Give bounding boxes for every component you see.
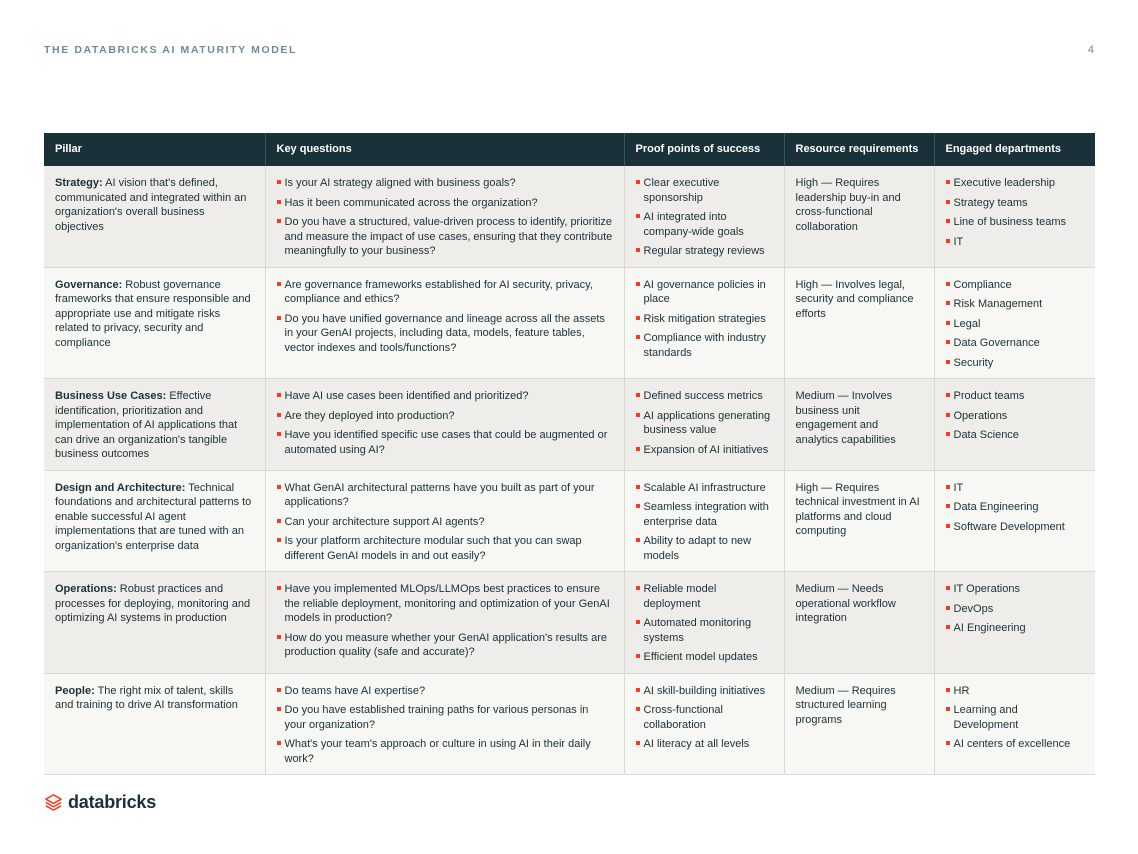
square-bullet-icon — [277, 586, 281, 590]
resource-requirements-cell: High — Involves legal, security and compliance efforts — [784, 267, 934, 379]
list-item — [277, 582, 613, 626]
department: IT — [953, 235, 964, 248]
list-item — [946, 520, 1085, 535]
list-item — [946, 356, 1085, 371]
list-item — [277, 428, 613, 457]
proof-point: AI integrated into company-wide goals — [643, 211, 744, 238]
pillar-title: Governance: — [55, 278, 123, 291]
list-item — [636, 684, 773, 699]
square-bullet-icon — [946, 282, 950, 286]
pillar-title: Design and Architecture: — [55, 481, 186, 494]
proof-point: Ability to adapt to new models — [643, 535, 752, 562]
list-item — [946, 235, 1085, 250]
resource-requirements-cell: Medium — Needs operational workflow integration — [784, 572, 934, 674]
proof-point: Efficient model updates — [643, 651, 758, 663]
engaged-departments-cell-list — [946, 278, 1085, 371]
table-row — [44, 470, 1095, 572]
proof-points-cell-list — [636, 684, 773, 752]
square-bullet-icon — [946, 688, 950, 692]
table-row — [44, 166, 1095, 267]
pillar-title: Operations: — [55, 583, 117, 595]
list-item — [636, 331, 773, 360]
square-bullet-icon — [946, 524, 950, 528]
list-item — [636, 210, 773, 239]
square-bullet-icon — [636, 214, 640, 218]
square-bullet-icon — [946, 180, 950, 184]
key-question: Is your AI strategy aligned with business goals? — [284, 177, 516, 189]
list-item — [636, 409, 773, 438]
proof-points-cell — [624, 470, 784, 572]
pillar-description: Robust governance frameworks that ensure responsible and appropriate use and mitigate risks related to privacy, security and compliance — [55, 278, 251, 349]
square-bullet-icon — [636, 707, 640, 711]
square-bullet-icon — [277, 413, 281, 417]
list-item — [636, 534, 773, 563]
resource-requirements-cell: Medium — Requires structured learning programs — [784, 673, 934, 775]
square-bullet-icon — [636, 504, 640, 508]
list-item — [277, 409, 613, 424]
page-number: 4 — [1087, 44, 1094, 56]
key-question: How do you measure whether your GenAI application's results are production quality (safe and accurate)? — [284, 631, 607, 658]
square-bullet-icon — [277, 282, 281, 286]
proof-points-cell-list — [636, 481, 773, 564]
department: Strategy teams — [953, 196, 1028, 209]
department: HR — [953, 684, 970, 697]
list-item — [277, 631, 613, 660]
list-item — [277, 684, 613, 699]
key-questions-cell-list — [277, 481, 613, 564]
key-question: Have you implemented MLOps/LLMOps best practices to ensure the reliable deployment, monitoring and optimization of your GenAI models in production? — [284, 583, 610, 624]
resource-requirements-cell: High — Requires technical investment in AI platforms and cloud computing — [784, 470, 934, 572]
square-bullet-icon — [277, 180, 281, 184]
square-bullet-icon — [946, 200, 950, 204]
list-item — [946, 297, 1085, 312]
pillar-description: Robust practices and processes for deploying, monitoring and optimizing AI systems in production — [55, 583, 251, 624]
list-item — [277, 534, 613, 563]
column-header-engaged-departments: Engaged departments — [934, 133, 1095, 166]
square-bullet-icon — [946, 741, 950, 745]
list-item — [946, 389, 1085, 404]
square-bullet-icon — [277, 485, 281, 489]
square-bullet-icon — [636, 413, 640, 417]
department: Software Development — [953, 520, 1065, 533]
key-questions-cell — [265, 572, 624, 674]
proof-point: Scalable AI infrastructure — [643, 481, 766, 494]
table-row — [44, 673, 1095, 775]
pillar-cell — [44, 166, 265, 267]
proof-point: AI governance policies in place — [643, 278, 766, 305]
key-question: What GenAI architectural patterns have you built as part of your applications? — [284, 481, 595, 508]
square-bullet-icon — [636, 485, 640, 489]
list-item — [946, 317, 1085, 332]
maturity-model-table — [44, 133, 1095, 775]
square-bullet-icon — [277, 519, 281, 523]
department: Product teams — [953, 390, 1025, 402]
square-bullet-icon — [277, 707, 281, 711]
list-item — [277, 515, 613, 530]
square-bullet-icon — [946, 239, 950, 243]
square-bullet-icon — [636, 741, 640, 745]
list-item — [946, 176, 1085, 191]
pillar-cell — [44, 572, 265, 674]
list-item — [277, 215, 613, 259]
square-bullet-icon — [946, 340, 950, 344]
proof-point: Expansion of AI initiatives — [643, 443, 769, 456]
pillar-title: People: — [55, 684, 95, 697]
square-bullet-icon — [277, 688, 281, 692]
proof-points-cell — [624, 166, 784, 267]
list-item — [636, 616, 773, 645]
proof-point: AI literacy at all levels — [643, 738, 750, 750]
pillar-cell — [44, 267, 265, 379]
key-question: Have you identified specific use cases that could be augmented or automated using AI? — [284, 429, 608, 456]
proof-point: AI applications generating business value — [643, 409, 771, 436]
list-item — [277, 737, 613, 766]
list-item — [277, 196, 613, 211]
square-bullet-icon — [636, 393, 640, 397]
square-bullet-icon — [636, 688, 640, 692]
pillar-description: Effective identification, prioritization and implementation of AI applications that can drive an organization's tangible business outcomes — [55, 390, 238, 460]
proof-points-cell — [624, 379, 784, 471]
proof-points-cell-list — [636, 278, 773, 361]
list-item — [946, 621, 1085, 636]
square-bullet-icon — [277, 635, 281, 639]
proof-point: Clear executive sponsorship — [643, 177, 720, 204]
key-questions-cell — [265, 379, 624, 471]
column-header-key-questions: Key questions — [265, 133, 624, 166]
list-item — [946, 196, 1085, 211]
engaged-departments-cell-list — [946, 176, 1085, 249]
key-question: Can your architecture support AI agents? — [284, 515, 485, 528]
list-item — [946, 703, 1085, 732]
department: AI centers of excellence — [953, 738, 1071, 750]
engaged-departments-cell-list — [946, 582, 1085, 636]
square-bullet-icon — [946, 432, 950, 436]
key-questions-cell — [265, 673, 624, 775]
key-question: Have AI use cases been identified and prioritized? — [284, 390, 529, 402]
square-bullet-icon — [277, 538, 281, 542]
list-item — [636, 703, 773, 732]
table-row — [44, 572, 1095, 674]
square-bullet-icon — [277, 200, 281, 204]
department: IT Operations — [953, 583, 1020, 595]
proof-points-cell-list — [636, 582, 773, 665]
department: Executive leadership — [953, 177, 1056, 189]
databricks-stack-icon — [44, 793, 63, 812]
proof-points-cell — [624, 267, 784, 379]
department: Data Engineering — [953, 501, 1039, 513]
resource-requirements-cell: High — Requires leadership buy-in and cross-functional collaboration — [784, 166, 934, 267]
key-question: What's your team's approach or culture in using AI in their daily work? — [284, 738, 591, 765]
department: AI Engineering — [953, 622, 1026, 634]
list-item — [277, 312, 613, 356]
department: Legal — [953, 317, 981, 330]
department: Security — [953, 356, 994, 369]
pillar-description: Technical foundations and architectural patterns to enable successful AI agent implementations that are tuned with an organization's enterprise data — [55, 481, 252, 552]
list-item — [636, 312, 773, 327]
department: Line of business teams — [953, 216, 1067, 228]
square-bullet-icon — [636, 180, 640, 184]
list-item — [277, 278, 613, 307]
key-question: Are they deployed into production? — [284, 409, 455, 422]
list-item — [636, 443, 773, 458]
key-questions-cell — [265, 267, 624, 379]
square-bullet-icon — [636, 654, 640, 658]
key-questions-cell — [265, 470, 624, 572]
square-bullet-icon — [946, 301, 950, 305]
square-bullet-icon — [277, 741, 281, 745]
brand-name: databricks — [68, 792, 157, 812]
key-questions-cell-list — [277, 582, 613, 660]
pillar-cell — [44, 673, 265, 775]
square-bullet-icon — [946, 413, 950, 417]
square-bullet-icon — [946, 606, 950, 610]
proof-point: Seamless integration with enterprise data — [643, 501, 769, 528]
square-bullet-icon — [277, 432, 281, 436]
resource-requirements-cell: Medium — Involves business unit engagement and analytics capabilities — [784, 379, 934, 471]
list-item — [946, 737, 1085, 752]
square-bullet-icon — [277, 219, 281, 223]
list-item — [277, 176, 613, 191]
proof-points-cell-list — [636, 389, 773, 457]
proof-point: Automated monitoring systems — [643, 617, 752, 644]
department: Operations — [953, 409, 1008, 422]
list-item — [277, 389, 613, 404]
list-item — [946, 409, 1085, 424]
proof-points-cell-list — [636, 176, 773, 259]
list-item — [946, 278, 1085, 293]
pillar-title: Business Use Cases: — [55, 390, 167, 402]
pillar-cell — [44, 470, 265, 572]
list-item — [636, 481, 773, 496]
list-item — [636, 389, 773, 404]
square-bullet-icon — [636, 538, 640, 542]
key-question: Do teams have AI expertise? — [284, 684, 426, 697]
key-questions-cell-list — [277, 684, 613, 767]
column-header-proof-points: Proof points of success — [624, 133, 784, 166]
department: IT — [953, 481, 964, 494]
column-header-resource-requirements: Resource requirements — [784, 133, 934, 166]
list-item — [946, 215, 1085, 230]
square-bullet-icon — [946, 586, 950, 590]
square-bullet-icon — [636, 620, 640, 624]
engaged-departments-cell — [934, 166, 1095, 267]
proof-point: Compliance with industry standards — [643, 332, 766, 359]
pillar-description: The right mix of talent, skills and training to drive AI transformation — [55, 684, 238, 711]
engaged-departments-cell-list — [946, 684, 1085, 752]
engaged-departments-cell — [934, 673, 1095, 775]
running-title: THE DATABRICKS AI MATURITY MODEL — [44, 44, 298, 56]
list-item — [636, 650, 773, 665]
key-question: Do you have unified governance and lineage across all the assets in your GenAI projects, including data, models, feature tables, vector indexes and tools/functions? — [284, 312, 605, 354]
list-item — [946, 684, 1085, 699]
list-item — [636, 737, 773, 752]
proof-point: Defined success metrics — [643, 390, 763, 402]
square-bullet-icon — [946, 360, 950, 364]
square-bullet-icon — [636, 248, 640, 252]
list-item — [946, 582, 1085, 597]
square-bullet-icon — [636, 335, 640, 339]
proof-point: Reliable model deployment — [643, 583, 717, 610]
key-question: Do you have established training paths for various personas in your organization? — [284, 704, 589, 731]
key-questions-cell-list — [277, 389, 613, 457]
proof-points-cell — [624, 673, 784, 775]
engaged-departments-cell-list — [946, 389, 1085, 443]
list-item — [636, 582, 773, 611]
engaged-departments-cell-list — [946, 481, 1085, 535]
key-questions-cell-list — [277, 278, 613, 356]
table-header-row — [44, 133, 1095, 166]
list-item — [946, 602, 1085, 617]
column-header-pillar: Pillar — [44, 133, 265, 166]
department: Risk Management — [953, 298, 1043, 310]
square-bullet-icon — [946, 504, 950, 508]
department: Learning and Development — [953, 704, 1019, 731]
key-question: Do you have a structured, value-driven process to identify, prioritize and measure the impact of use cases, ensuring that they contribute meaningfully to your business? — [284, 216, 613, 257]
square-bullet-icon — [636, 316, 640, 320]
square-bullet-icon — [946, 219, 950, 223]
list-item — [277, 703, 613, 732]
square-bullet-icon — [277, 393, 281, 397]
engaged-departments-cell — [934, 572, 1095, 674]
table-row — [44, 379, 1095, 471]
pillar-description: AI vision that's defined, communicated and integrated within an organization's overall business objectives — [55, 177, 247, 233]
square-bullet-icon — [636, 282, 640, 286]
key-question: Is your platform architecture modular such that you can swap different GenAI models in and out easily? — [284, 535, 582, 562]
list-item — [946, 500, 1085, 515]
table-body — [44, 166, 1095, 775]
list-item — [946, 336, 1085, 351]
square-bullet-icon — [946, 485, 950, 489]
proof-point: AI skill-building initiatives — [643, 684, 766, 697]
department: DevOps — [953, 602, 994, 615]
table-row — [44, 267, 1095, 379]
square-bullet-icon — [636, 586, 640, 590]
list-item — [636, 244, 773, 259]
list-item — [636, 176, 773, 205]
key-questions-cell-list — [277, 176, 613, 259]
square-bullet-icon — [946, 393, 950, 397]
engaged-departments-cell — [934, 470, 1095, 572]
pillar-title: Strategy: — [55, 177, 103, 189]
department: Data Governance — [953, 337, 1040, 349]
pillar-cell — [44, 379, 265, 471]
department: Compliance — [953, 278, 1012, 291]
list-item — [636, 278, 773, 307]
engaged-departments-cell — [934, 267, 1095, 379]
key-question: Are governance frameworks established for AI security, privacy, compliance and ethics? — [284, 278, 593, 305]
databricks-logo — [44, 792, 156, 813]
proof-points-cell — [624, 572, 784, 674]
key-questions-cell — [265, 166, 624, 267]
department: Data Science — [953, 429, 1019, 441]
proof-point: Risk mitigation strategies — [643, 312, 766, 325]
square-bullet-icon — [946, 625, 950, 629]
engaged-departments-cell — [934, 379, 1095, 471]
square-bullet-icon — [277, 316, 281, 320]
list-item — [946, 481, 1085, 496]
list-item — [277, 481, 613, 510]
proof-point: Regular strategy reviews — [643, 245, 765, 257]
list-item — [636, 500, 773, 529]
proof-point: Cross-functional collaboration — [643, 704, 723, 731]
key-question: Has it been communicated across the organization? — [284, 196, 538, 209]
square-bullet-icon — [946, 321, 950, 325]
square-bullet-icon — [636, 447, 640, 451]
list-item — [946, 428, 1085, 443]
square-bullet-icon — [946, 707, 950, 711]
